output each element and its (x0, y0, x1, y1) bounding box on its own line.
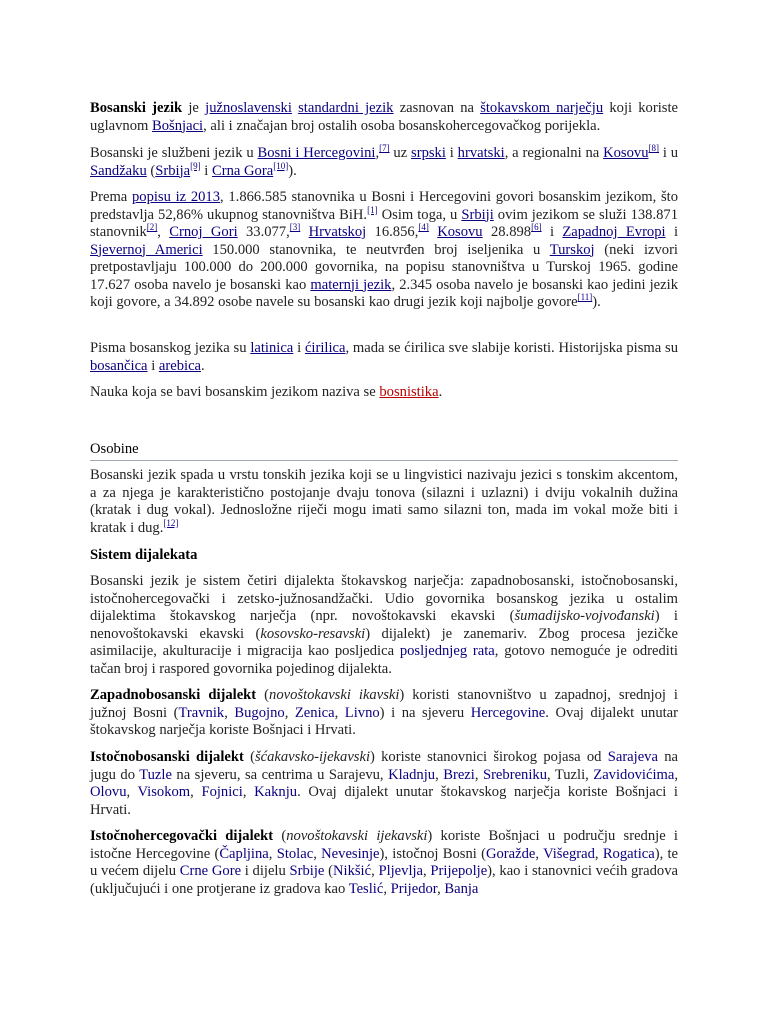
text: , (594, 845, 603, 862)
ref-10[interactable]: [10] (273, 160, 289, 171)
paragraph-5 (90, 384, 678, 402)
text: , (371, 863, 379, 879)
link-sjeverna-amerika[interactable]: Sjevernoj Americi (90, 241, 203, 258)
text: , (535, 845, 544, 862)
paragraph-6 (90, 467, 678, 537)
ref-9[interactable]: [9] (190, 160, 201, 171)
link-stokavsko-narjecje[interactable]: štokavskom narječju (480, 100, 604, 116)
text: , (474, 766, 483, 783)
link-bosnjaci[interactable]: Bošnjaci (152, 117, 204, 134)
link-zapadna-evropa[interactable]: Zapadnoj Evropi (562, 224, 666, 240)
link-hrvatski[interactable]: hrvatski (457, 145, 505, 161)
link-srbija[interactable]: Srbija (155, 162, 191, 179)
text: , gotovo nemoguće je odrediti tačan broj i raspored govornika pojedinog dijalekta. (90, 643, 678, 677)
link-visegrad[interactable]: Višegrad (543, 845, 595, 862)
subheading-sistem-dijalekata: Sistem dijalekata (90, 547, 198, 563)
text: ) dijalekt) je zanemariv. Zbog procesa jezičke asimilacije, akulturacije i migracija kao posljedica (90, 625, 678, 659)
section-heading-osobine: Osobine (90, 441, 678, 461)
link-kakanj[interactable]: Kaknju (254, 784, 298, 800)
text: ( (146, 162, 156, 179)
text: i (147, 357, 159, 374)
text: zasnovan na (393, 100, 481, 116)
text: je (182, 100, 206, 116)
text: ( (273, 828, 287, 844)
link-hrvatska[interactable]: Hrvatskoj (308, 224, 367, 240)
paragraph-3 (90, 189, 678, 312)
link-turska[interactable]: Turskoj (549, 241, 595, 258)
text: uz (389, 145, 412, 161)
text: ). (288, 162, 297, 179)
ref-1[interactable]: [1] (367, 204, 378, 215)
paragraph-10 (90, 828, 678, 898)
text: ), te u većem dijelu (90, 845, 679, 879)
text: ) i nenovoštokavski ekavski ( (90, 608, 678, 642)
text: ovim jezikom se služi 138.871 stanovnik (90, 206, 678, 240)
link-latinica[interactable]: latinica (250, 340, 294, 356)
text: , (268, 845, 277, 862)
link-srbija-2[interactable]: Srbiji (461, 206, 494, 223)
link-kladanj[interactable]: Kladnju (388, 766, 436, 783)
link-zavidovici[interactable]: Zavidovićima (593, 766, 675, 783)
text: 33.077, (237, 224, 290, 240)
link-srpski[interactable]: srpski (411, 145, 446, 161)
link-teslic[interactable]: Teslić (348, 880, 384, 897)
link-niksic[interactable]: Nikšić (332, 863, 372, 879)
official-paragraph (90, 145, 678, 180)
text: ) i na sjeveru (379, 704, 471, 721)
link-kosovo-2[interactable]: Kosovu (437, 224, 483, 240)
link-breza[interactable]: Brezi (443, 766, 475, 783)
italic-term: novoštokavski ikavski (269, 687, 400, 703)
paragraph-9 (90, 749, 678, 819)
text: . Ovaj dijalekt unutar štokavskog narječja koriste Bošnjaci i Hrvati. (90, 784, 678, 818)
text: ( (243, 749, 255, 765)
text: 28.898 (482, 224, 532, 240)
text: ), istočnoj Bosni ( (379, 845, 486, 862)
text: , mada se ćirilica sve slabije koristi. Historijska pisma su (345, 340, 678, 356)
text: , (334, 704, 345, 721)
text: na sjeveru, sa centrima u Sarajevu, (171, 766, 389, 783)
text: koji koriste uglavnom (90, 100, 678, 134)
text: 150.000 stanovnika, te neutvrđen broj iseljenika u (202, 241, 550, 258)
dialects-paragraph (90, 573, 678, 678)
link-materinji-jezik[interactable]: maternji jezik (310, 276, 392, 293)
link-livno[interactable]: Livno (344, 704, 380, 721)
population-paragraph (90, 189, 678, 312)
paragraph-1 (90, 100, 678, 135)
link-cirilica[interactable]: ćirilica (304, 340, 346, 356)
text: 16.856, (366, 224, 419, 240)
italic-term: novoštokavski ijekavski (286, 828, 428, 844)
link-gorazde[interactable]: Goražde (485, 845, 536, 862)
text: . (201, 357, 205, 374)
ref-8[interactable]: [8] (648, 143, 659, 154)
link-popis-2013[interactable]: popisu iz 2013 (131, 189, 221, 205)
text: , (437, 880, 445, 897)
ref-12[interactable]: [12] (163, 517, 179, 528)
link-kosovo[interactable]: Kosovu (603, 145, 649, 161)
link-bosancica[interactable]: bosančica (90, 357, 148, 374)
text: na jugu do (90, 749, 678, 783)
text: , a regionalni na (504, 145, 604, 161)
text: i (665, 224, 679, 240)
text: i (445, 145, 458, 161)
link-sandzak[interactable]: Sandžaku (90, 162, 147, 179)
link-hercegovina[interactable]: Hercegovine (470, 704, 546, 721)
term-bold: Istočnobosanski dijalekt (90, 749, 244, 765)
text: ) koriste stanovnici širokog pojasa od (370, 749, 608, 765)
paragraph-2 (90, 145, 678, 180)
ref-11[interactable]: [11] (577, 292, 593, 303)
italic-term: kosovsko-resavski (260, 625, 366, 642)
term-bold: Zapadnobosanski dijalekt (90, 687, 257, 703)
text: , (313, 845, 322, 862)
text: ). (592, 294, 601, 310)
link-crna-gora-3[interactable]: Crne Gore (179, 863, 242, 879)
text: , (190, 784, 202, 800)
text: i dijelu (241, 863, 290, 879)
istocnohercegovacki-paragraph (90, 828, 678, 898)
text: ( (256, 687, 270, 703)
text: , (126, 784, 138, 800)
text: , (674, 766, 678, 783)
text: Osim toga, u (377, 206, 462, 223)
text: ), kao i stanovnici većih gradova (uključujući i one protjerane iz gradova kao (90, 863, 678, 897)
text: , (423, 863, 431, 879)
italic-term: šumadijsko-vojvođanski (514, 608, 655, 624)
bosnistika-paragraph (90, 384, 678, 402)
term-bold: Istočnohercegovački dijalekt (90, 828, 274, 844)
ref-7[interactable]: [7] (379, 143, 390, 154)
link-crna-gora[interactable]: Crna Gora (212, 162, 274, 179)
link-rogatica[interactable]: Rogatica (602, 845, 655, 862)
text: Bosanski jezik je sistem četiri dijalekta štokavskog narječja: zapadnobosanski, istočnobosanski, istočnohercegovački i zetsko-južnosandžački. Udio govornika bosanskog jezika u ostalim dijalektima štokavskog narječja (npr. novoštokavski ekavski ( (90, 573, 678, 624)
link-srbija-3[interactable]: Srbije (289, 863, 325, 879)
link-olovo[interactable]: Olovu (90, 784, 127, 800)
text: , (157, 224, 170, 240)
text: , (383, 880, 391, 897)
text: , ali i značajan broj ostalih osoba bosanskohercegovačkog porijekla. (203, 117, 601, 134)
link-zenica[interactable]: Zenica (294, 704, 335, 721)
text: Pisma bosanskog jezika su (90, 340, 251, 356)
italic-term: šćakavsko-ijekavski (254, 749, 371, 765)
text: . (438, 384, 443, 400)
link-crna-gora-2[interactable]: Crnoj Gori (169, 224, 238, 240)
text: Bosanski jezik spada u vrstu tonskih jezika koji se u lingvistici nazivaju jezici s tonskim akcentom, a za njega je karakteristično postojanje dvaju tonova (silazni i uzlazni) i dviju vokalnih dužina (kratak i dug vokal). Jednosložne riječi mogu imati samo silazni ton, mada im vokal može biti i kratak i dug. (90, 467, 678, 536)
link-prijepolje[interactable]: Prijepolje (430, 863, 488, 879)
text: i (541, 224, 563, 240)
link-stolac[interactable]: Stolac (276, 845, 314, 862)
text: i u (659, 145, 679, 161)
text: ( (324, 863, 333, 879)
text: , (242, 784, 255, 800)
link-standardni-jezik[interactable]: standardni jezik (298, 100, 394, 116)
text: , 2.345 osoba navelo je bosanski kao jedini jezik koji govore, a 34.892 osobe navele su bosanski kao drugi jezik koji najbolje govore (90, 276, 678, 310)
istocnobosanski-paragraph (90, 749, 678, 819)
text (429, 224, 437, 240)
ref-6[interactable]: [6] (531, 222, 542, 233)
link-prijedor[interactable]: Prijedor (390, 880, 438, 897)
link-banja[interactable]: Banja (444, 880, 479, 897)
link-posljednji-rat[interactable]: posljednjeg rata (399, 643, 495, 659)
text (300, 224, 308, 240)
zapadnobosanski-paragraph (90, 687, 678, 740)
link-pljevlja[interactable]: Pljevlja (378, 863, 424, 879)
paragraph-4 (90, 340, 678, 375)
text: , (284, 704, 295, 721)
text: , (375, 145, 380, 161)
paragraph-7 (90, 573, 678, 678)
link-tuzla[interactable]: Tuzle (139, 766, 172, 783)
link-bih[interactable]: Bosni i Hercegovini (257, 145, 376, 161)
text: , (224, 704, 235, 721)
ref-2[interactable]: [2] (146, 222, 158, 233)
redlink-bosnistika[interactable]: bosnistika (379, 384, 439, 400)
link-capljina[interactable]: Čapljina (219, 845, 269, 862)
ref-3[interactable]: [3] (289, 222, 301, 233)
link-sarajevo[interactable]: Sarajeva (607, 749, 658, 765)
text: , Tuzli, (547, 766, 594, 783)
link-bugojno[interactable]: Bugojno (234, 704, 285, 721)
text: Nauka koja se bavi bosanskim jezikom naziva se (90, 384, 380, 400)
text: (neki izvori pretpostavljaju 100.000 do 200.000 govornika, na popisu stanovništva u Turskoj 1965. godine 17.627 osoba navelo je bosanski kao (90, 241, 678, 293)
text: Prema (90, 189, 132, 205)
text: . Ovaj dijalekt unutar štokavskog narječja koriste Bošnjaci i Hrvati. (90, 704, 679, 738)
term-bold: Bosanski jezik (90, 100, 183, 116)
text: , (435, 766, 444, 783)
paragraph-8 (90, 687, 678, 740)
text: ) koriste Bošnjaci u području srednje i istočne Hercegovine ( (90, 828, 678, 862)
text: i (293, 340, 305, 356)
text: i (200, 162, 212, 179)
text: Bosanski je službeni jezik u (90, 145, 258, 161)
link-nevesinje[interactable]: Nevesinje (321, 845, 380, 862)
text: , 1.866.585 stanovnika u Bosni i Hercegovini govori bosanskim jezikom, što predstavlja 52,86% ukupnog stanovništva BiH. (90, 189, 678, 223)
link-visoko[interactable]: Visokom (137, 784, 191, 800)
link-srebrenik[interactable]: Srebreniku (482, 766, 547, 783)
link-travnik[interactable]: Travnik (178, 704, 225, 721)
intro-paragraph (90, 100, 678, 135)
link-juznoslavenski[interactable]: južnoslavenski (205, 100, 292, 116)
scripts-paragraph (90, 340, 678, 375)
text: ) koristi stanovništvo u zapadnoj, srednjoj i južnoj Bosni ( (90, 687, 678, 721)
link-arebica[interactable]: arebica (158, 357, 202, 374)
ref-4[interactable]: [4] (418, 222, 429, 233)
link-fojnica[interactable]: Fojnici (201, 784, 243, 800)
features-paragraph (90, 467, 678, 537)
